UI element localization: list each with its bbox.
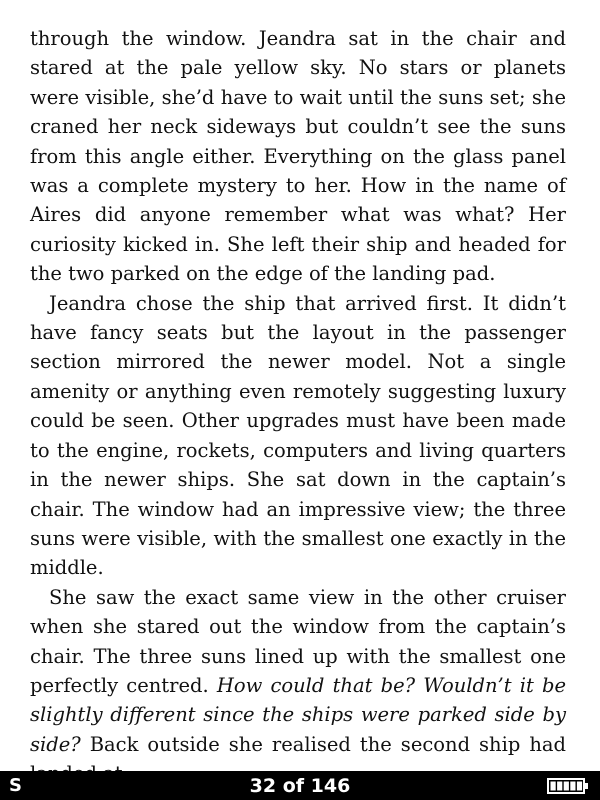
paragraph-3-text: She saw the exact same view in the other cruiser when she stared out the window from the captain’s chair. The three suns lined up with the smallest one perfectly centred. <box>30 585 566 697</box>
battery-full-icon <box>547 778 589 794</box>
battery-cell <box>570 782 575 791</box>
battery-cell <box>577 782 582 791</box>
paragraph-3-italic-thought: How could that be? Wouldn’t it be slightly different since the ships were parked side by side? <box>30 673 566 756</box>
page-indicator: 32 of 146 <box>249 775 351 797</box>
book-page <box>30 24 566 789</box>
paragraph-1-text: through the window. Jeandra sat in the chair and stared at the pale yellow sky. No stars or planets were visible, she’d have to wait until the suns set; she craned her neck sideways but couldn’t see the suns from this angle either. Everything on the glass panel was a complete mystery to her. How in the name of Aires did anyone remember what was what? Her curiosity kicked in. She left their ship and headed for the two parked on the edge of the landing pad. <box>30 27 566 286</box>
paragraph-1 <box>30 24 566 289</box>
battery-cell <box>557 782 562 791</box>
paragraph-2 <box>30 289 566 583</box>
battery-cell <box>551 782 556 791</box>
paragraph-3-continuation: Back outside she realised the second ship had <box>89 732 566 756</box>
battery-cell <box>564 782 569 791</box>
status-bar <box>0 771 600 800</box>
paragraph-3 <box>30 583 566 789</box>
paragraph-2-text: Jeandra chose the ship that arrived first. It didn’t have fancy seats but the layout in the passenger section mirrored the newer model. Not a single amenity or anything even remotely suggesting luxury could be seen. Other upgrades must have been made to the engine, rockets, computers and living quarters in the newer ships. She sat down in the captain’s chair. The window had an impressive view; the three suns were visible, with the smallest one exactly in the middle. <box>30 291 566 580</box>
status-left-label: S <box>9 775 22 796</box>
